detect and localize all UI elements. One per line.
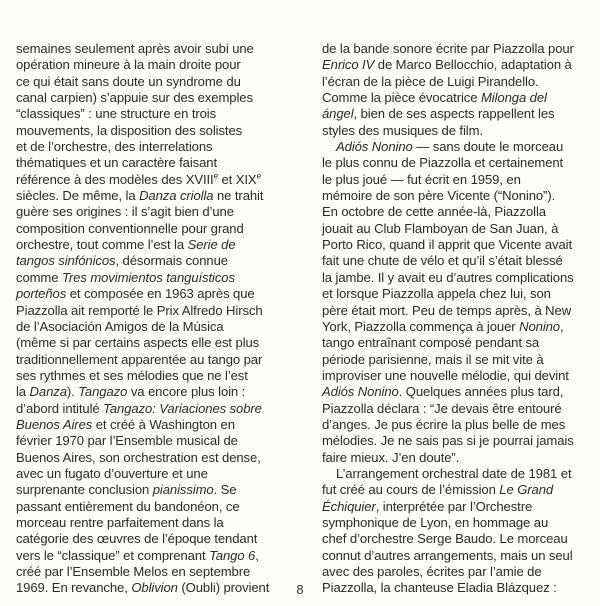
text-line: père était mort. Peu de temps après, à New [322, 302, 572, 318]
text-line: tango entraînant composé pendant sa [322, 335, 540, 351]
italic-title: Tres movimientos tanguísticos [61, 269, 235, 285]
italic-title: Adiós Nonino [322, 384, 399, 400]
italic-title: porteños [16, 286, 67, 302]
text-line: fut créé au cours de l’émission Le Grand [322, 482, 554, 498]
italic-title: Adiós Nonino [336, 139, 413, 155]
text-line: vers le “classique” et comprenant Tango 6, [16, 547, 259, 563]
text-line: connut d’autres arrangements, mais un seul [322, 547, 573, 563]
italic-title: Danza [29, 384, 67, 400]
italic-title: Le Grand [499, 482, 554, 498]
text-line: canal carpien) s’appuie sur des exemples [16, 90, 253, 106]
text-line: 1969. En revanche, Oblivion (Oubli) provient [16, 580, 270, 596]
text-line: morceau rentre parfaitement dans la [16, 514, 224, 530]
text-line: référence à des modèles des XVIIIe et XIXe [16, 171, 261, 187]
italic-title: Échiquier [322, 498, 376, 514]
text-line: Piazzolla ait remporté le Prix Alfredo Hirsch [16, 302, 263, 318]
text-line: styles des musiques de film. [322, 122, 483, 138]
italic-title: Buenos Aires [16, 416, 93, 432]
text-line: En octobre de cette année-là, Piazzolla [322, 204, 546, 220]
text-line: Porto Rico, quand il apprit que Vicente avait [322, 237, 573, 253]
text-line: “classiques” : une structure en trois [16, 106, 217, 122]
italic-title: Enrico IV [322, 57, 375, 73]
text-line: chef d’orchestre Serge Baudo. Le morceau [322, 531, 568, 547]
text-line: le plus connu de Piazzolla et certainement [322, 155, 564, 171]
text-line: traditionnellement apparentée au tango par [16, 351, 263, 367]
italic-title: Danza criolla [139, 188, 214, 204]
text-line: ángel, bien de ses aspects rappellent les [322, 106, 555, 122]
text-line: composition conventionnelle pour grand [16, 220, 244, 236]
text-line: de la bande sonore écrite par Piazzolla pour [322, 41, 574, 56]
text-line: créé par l’Ensemble Melos en septembre [16, 564, 251, 579]
text-line: mouvements, la disposition des solistes [16, 122, 243, 138]
text-line: comme Tres movimientos tanguísticos [16, 269, 235, 285]
text-line: semaines seulement après avoir subi une [16, 41, 254, 56]
text-line: la jambe. Il y avait eu d’autres complications [322, 269, 574, 285]
text-line: mélodies. Je ne sais pas si je pourrai jamais [322, 433, 574, 449]
text-line: période parisienne, mais il se mit vite à [322, 351, 544, 367]
text-line: improviser une nouvelle mélodie, qui devint [322, 367, 569, 383]
italic-title: Nonino [519, 318, 560, 334]
text-line: ce qui était sans doute un syndrome du [16, 73, 241, 89]
italic-title: ángel [322, 106, 354, 122]
text-line: avec un fugato d’ouverture et une [16, 465, 208, 481]
superscript: e [256, 171, 261, 181]
italic-title: Oblivion [131, 580, 178, 596]
superscript: e [213, 171, 218, 181]
right-column [322, 41, 584, 597]
text-line: siècles. De même, la Danza criolla ne trahit [16, 188, 264, 204]
italic-title: Milonga del [480, 90, 547, 106]
text-line: tangos sinfónicos, désormais connue [16, 253, 228, 269]
text-line: L’arrangement orchestral date de 1981 et [336, 465, 572, 481]
text-line: passant entièrement du bandonéon, ce [16, 498, 240, 514]
text-line: d’anges. Je pus écrire la plus belle de mes [322, 416, 566, 432]
text-line: Buenos Aires, son orchestration est dense, [16, 449, 261, 465]
text-line: (même si par certains aspects elle est plus [16, 335, 260, 351]
italic-title: pianissimo [152, 482, 214, 498]
text-line: faire mieux. J’en doute”. [322, 449, 460, 465]
text-line: et de l’orchestre, des interrelations [16, 139, 213, 155]
text-line: l’écran de la pièce de Luigi Pirandello. [322, 73, 539, 89]
text-line: porteños et composée en 1963 après que [16, 286, 255, 302]
italic-title: Tango 6 [209, 547, 256, 563]
text-line: jouait au Club Flamboyan de San Juan, à [322, 220, 559, 236]
text-line: Comme la pièce évocatrice Milonga del [322, 90, 547, 106]
text-line: Échiquier, interprétée par l’Orchestre [322, 498, 533, 514]
text-line: Piazzolla déclara : “Je devais être entouré [322, 400, 562, 416]
text-line: Adiós Nonino — sans doute le morceau [336, 139, 564, 155]
text-line: orchestre, tout comme l’est la Serie de [16, 237, 236, 253]
left-column [16, 41, 278, 597]
text-line: surprenante conclusion pianissimo. Se [16, 482, 237, 498]
text-line: la Danza). Tangazo va encore plus loin : [16, 384, 246, 400]
text-line: guère ses origines : il s’agit bien d’une [16, 204, 234, 220]
text-line: d’abord intitulé Tangazo: Variaciones sobre [16, 400, 262, 416]
text-line: de l’Asociación Amigos de la Música [16, 318, 224, 334]
page-number: 8 [296, 582, 304, 597]
text-line: Piazzolla, la chanteuse Eladia Blázquez : [322, 580, 557, 596]
text-line: Adiós Nonino. Quelques années plus tard, [322, 384, 564, 400]
text-line: mémoire de son père Vicente (“Nonino”). [322, 188, 556, 204]
italic-title: Tangazo [78, 384, 128, 400]
text-line: fait une chute de vélo et qu’il s’était blessé [322, 253, 563, 269]
text-line: York, Piazzolla commença à jouer Nonino, [322, 318, 564, 334]
italic-title: Serie de [187, 237, 236, 253]
text-line: symphonique de Lyon, en hommage au [322, 514, 549, 530]
text-line: ses rythmes et ses mélodies que ne l’est [16, 367, 248, 383]
italic-title: Tangazo: Variaciones sobre [103, 400, 262, 416]
italic-title: tangos sinfónicos [16, 253, 116, 269]
text-line: et lorsque Piazzolla appela chez lui, son [322, 286, 551, 302]
text-line: Enrico IV de Marco Bellocchio, adaptation à [322, 57, 572, 73]
text-line: février 1970 par l’Ensemble musical de [16, 433, 238, 449]
text-line: avec des paroles, écrites par l’amie de [322, 564, 542, 579]
text-line: Buenos Aires et créé à Washington en [16, 416, 235, 432]
text-line: opération mineure à la main droite pour [16, 57, 241, 73]
text-line: catégorie des œuvres de l’époque tendant [16, 531, 258, 547]
text-line: le plus joué — fut écrit en 1959, en [322, 171, 521, 187]
text-line: thématiques et un caractère faisant [16, 155, 218, 171]
